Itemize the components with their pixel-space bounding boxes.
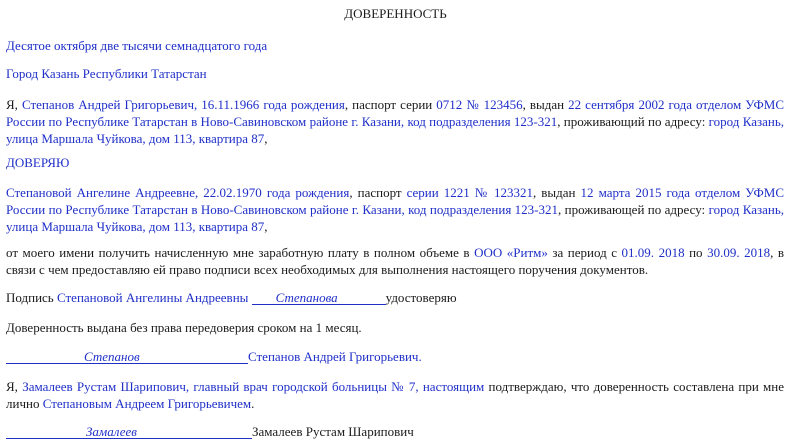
purpose-to: 30.09. 2018 — [707, 245, 771, 260]
validity-line: Доверенность выдана без права передоверия сроком на 1 месяц. — [6, 320, 362, 335]
purpose-p3: по — [684, 245, 708, 260]
agent-address: город Казань, улица Маршала Чуйкова, дом 113, квартира 87 — [6, 202, 785, 234]
principal-p3: , выдан — [522, 97, 569, 112]
principal-signature-name: Степанов Андрей Григорьевич. — [248, 349, 422, 364]
agent-name: Степановой Ангелине Андреевне, 22.02.1970 года рождения — [6, 185, 350, 200]
witness-paragraph — [6, 378, 784, 412]
principal-p4: , проживающий по адресу: — [557, 114, 709, 129]
principal-p5: , — [264, 131, 268, 146]
agent-issued: 12 марта 2015 года отделом УФМС России по Республике Татарстан в Ново-Савиновском районе г. Казани, код подразделения 123-321 — [6, 185, 784, 217]
purpose-p1: от моего имени получить начисленную мне заработную плату в полном объеме в — [6, 245, 475, 260]
witness-name: Замалеев Рустам Шарипович, главный врач городской больницы № 7, настоящим — [22, 379, 485, 394]
purpose-p4: , в связи с чем предоставляю ей право подписи всех необходимых для выполнения настоящего поручения документов. — [6, 245, 785, 277]
principal-p1: Я, — [6, 97, 22, 112]
principal-name: Степанов Андрей Григорьевич, 16.11.1966 года рождения — [21, 97, 345, 112]
agent-p4: , проживающей по адресу: — [558, 202, 709, 217]
agent-p3: , выдан — [533, 185, 581, 200]
witness-signature: Замалеев — [6, 425, 252, 439]
agent-paragraph — [6, 184, 784, 235]
date-line: Десятое октября две тысячи семнадцатого года — [6, 38, 268, 53]
principal-signature: Степанов — [6, 350, 248, 364]
principal-passport: 0712 № 123456 — [436, 97, 523, 112]
certify-p2: удостоверяю — [385, 290, 457, 305]
principal-issued: 22 сентября 2002 года отделом УФМС России по Республике Татарстан в Ново-Савиновском районе г. Казани, код подразделения 123-321 — [6, 97, 785, 129]
certify-who: Степановой Ангелины Андреевны — [57, 290, 249, 305]
witness-p2: подтверждаю, что доверенность составлена при мне лично — [6, 379, 785, 411]
trust-word: ДОВЕРЯЮ — [6, 155, 70, 170]
agent-p5: , — [264, 219, 268, 234]
agent-signature: Степанова — [252, 291, 386, 305]
purpose-p2: за период с — [547, 245, 622, 260]
purpose-org: ООО «Ритм» — [474, 245, 548, 260]
purpose-from: 01.09. 2018 — [621, 245, 685, 260]
principal-paragraph — [6, 96, 784, 147]
witness-who: Степановым Андреем Григорьевичем — [42, 396, 252, 411]
principal-signature-line — [6, 349, 422, 365]
witness-signature-name: Замалеев Рустам Шарипович — [252, 424, 414, 439]
document-title: ДОВЕРЕННОСТЬ — [344, 6, 447, 21]
witness-p1: Я, — [6, 379, 23, 394]
certify-p1: Подпись — [6, 290, 57, 305]
witness-p3: . — [251, 396, 255, 411]
signature-certify-line — [6, 290, 457, 306]
witness-signature-line — [6, 424, 414, 440]
agent-p2: , паспорт — [349, 185, 407, 200]
purpose-paragraph — [6, 244, 784, 278]
principal-p2: , паспорт серии — [344, 97, 437, 112]
principal-address: город Казань, улица Маршала Чуйкова, дом 113, квартира 87 — [6, 114, 785, 146]
agent-passport: серии 1221 № 123321 — [406, 185, 534, 200]
city-line: Город Казань Республики Татарстан — [6, 66, 207, 81]
